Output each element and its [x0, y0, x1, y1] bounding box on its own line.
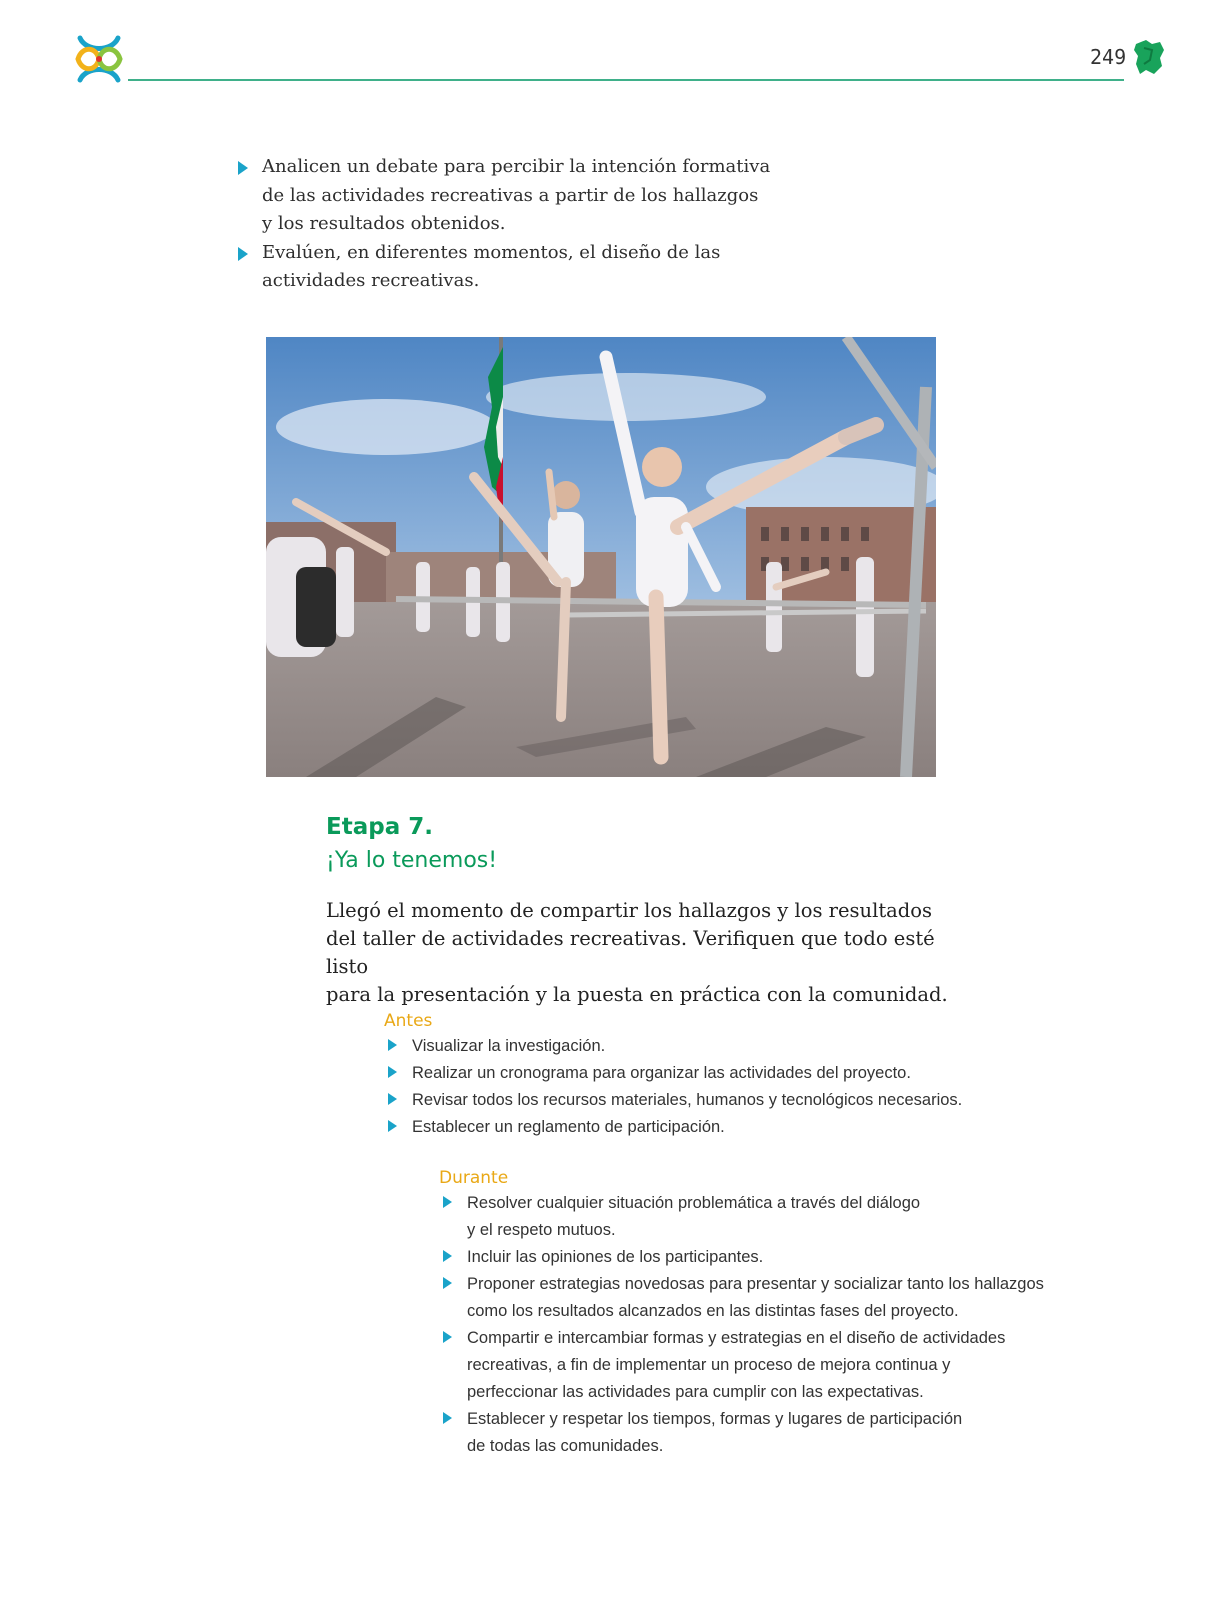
bullet-arrow-icon	[443, 1196, 452, 1208]
stage-subtitle: ¡Ya lo tenemos!	[326, 848, 498, 873]
list-item	[467, 1244, 1107, 1271]
list-item-line: recreativas, a fin de implementar un proceso de mejora continua y	[467, 1356, 951, 1374]
list-item-line: Analicen un debate para percibir la intención formativa	[262, 156, 771, 177]
list-item-line: Establecer y respetar los tiempos, formas y lugares de participación	[467, 1410, 963, 1428]
list-item	[467, 1406, 1107, 1460]
stage-title: Etapa 7.	[326, 814, 433, 840]
list-item-line: y el respeto mutuos.	[467, 1221, 616, 1239]
series-logo-icon	[72, 32, 126, 86]
list-item-line: Proponer estrategias novedosas para presentar y socializar tanto los hallazgos	[467, 1275, 1044, 1293]
list-item	[412, 1033, 1112, 1060]
list-item	[467, 1325, 1107, 1406]
list-item-line: actividades recreativas.	[262, 270, 480, 291]
list-item-line: de todas las comunidades.	[467, 1437, 664, 1455]
durante-bullet-list	[467, 1190, 1107, 1460]
durante-label: Durante	[439, 1168, 509, 1188]
list-item-line: Compartir e intercambiar formas y estrategias en el diseño de actividades	[467, 1329, 1006, 1347]
bullet-arrow-icon	[238, 247, 248, 261]
bullet-arrow-icon	[443, 1412, 452, 1424]
bullet-arrow-icon	[388, 1120, 397, 1132]
page-badge-icon	[1132, 38, 1166, 76]
list-item-line: Resolver cualquier situación problemática a través del diálogo	[467, 1194, 921, 1212]
list-item-line: Visualizar la investigación.	[412, 1037, 606, 1055]
ballet-dancers-photo	[266, 337, 936, 777]
list-item-line: Evalúen, en diferentes momentos, el diseño de las	[262, 241, 721, 263]
bullet-arrow-icon	[388, 1066, 397, 1078]
list-item-line: Incluir las opiniones de los participantes.	[467, 1248, 764, 1266]
intro-bullet-list	[262, 153, 782, 296]
page-number: 249	[1090, 45, 1127, 69]
bullet-arrow-icon	[443, 1250, 452, 1262]
stage-intro-paragraph	[326, 897, 966, 1009]
list-item	[262, 239, 782, 296]
list-item-line: y los resultados obtenidos.	[262, 213, 506, 234]
bullet-arrow-icon	[443, 1331, 452, 1343]
intro-line: del taller de actividades recreativas. Verifiquen que todo esté listo	[326, 927, 935, 978]
list-item-line: de las actividades recreativas a partir de los hallazgos	[262, 184, 759, 206]
bullet-arrow-icon	[388, 1039, 397, 1051]
list-item	[467, 1190, 1107, 1244]
list-item	[412, 1060, 1112, 1087]
list-item	[262, 153, 782, 239]
list-item-line: Revisar todos los recursos materiales, humanos y tecnológicos necesarios.	[412, 1091, 963, 1109]
antes-label: Antes	[384, 1011, 433, 1031]
list-item-line: Realizar un cronograma para organizar las actividades del proyecto.	[412, 1064, 911, 1082]
list-item	[412, 1114, 1112, 1141]
bullet-arrow-icon	[443, 1277, 452, 1289]
antes-bullet-list	[412, 1033, 1112, 1141]
bullet-arrow-icon	[388, 1093, 397, 1105]
list-item	[412, 1087, 1112, 1114]
bullet-arrow-icon	[238, 161, 248, 175]
intro-line: para la presentación y la puesta en práctica con la comunidad.	[326, 983, 948, 1006]
list-item	[467, 1271, 1107, 1325]
list-item-line: como los resultados alcanzados en las distintas fases del proyecto.	[467, 1302, 959, 1320]
intro-line: Llegó el momento de compartir los hallazgos y los resultados	[326, 899, 933, 922]
list-item-line: perfeccionar las actividades para cumplir con las expectativas.	[467, 1383, 924, 1401]
header-rule	[128, 79, 1124, 81]
list-item-line: Establecer un reglamento de participación.	[412, 1118, 725, 1136]
